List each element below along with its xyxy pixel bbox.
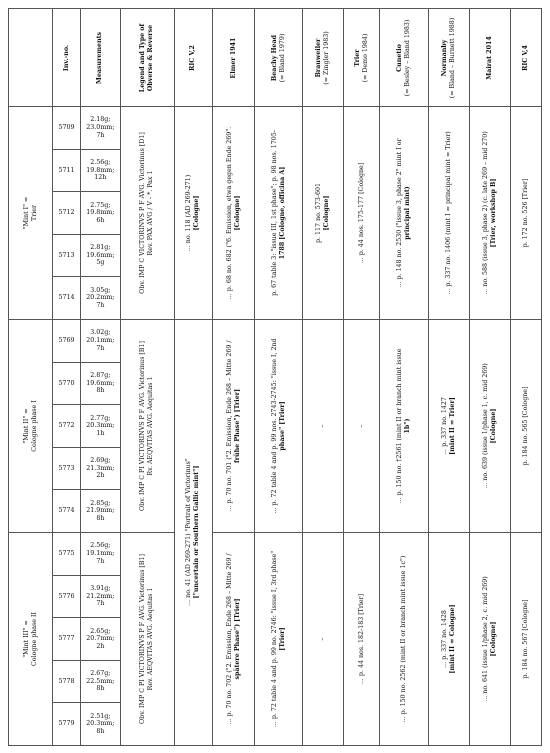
measurements — [80, 660, 120, 703]
measurements — [80, 703, 120, 746]
trier-ref — [344, 532, 380, 745]
ric-v4-ref-line-1: p. 184 no. 565 [Cologne] — [521, 386, 529, 466]
legend-type-line-1: Obv. IMP C VICTORINVS P F AVG. Victorinus [D1] — [139, 132, 147, 294]
header-ric4 — [510, 9, 541, 107]
elmer-ref-line-1: ... p. 70 no. 701 ("2. Emission, Ende 268 – Mitte 269 / — [225, 340, 233, 512]
header-elmer-line-1: Elmer 1941 — [229, 37, 237, 78]
mint-label-text — [23, 326, 39, 526]
legend-type-line-1: Obv. IMP C PI VICTORINVS P F AVG. Victorinus [B1] — [139, 553, 147, 724]
header-normanby-line-2: (= Bland – Burnett 1988) — [449, 17, 457, 98]
trier-ref — [344, 319, 380, 532]
measurements-text — [81, 457, 120, 480]
measurement-line: 2.87g; — [90, 372, 111, 380]
ric-v4-ref — [510, 107, 541, 320]
normanby-ref-line-2: [mint II = Cologne] — [449, 604, 457, 674]
header-mairat-text — [486, 12, 494, 104]
measurements-text — [81, 329, 120, 352]
normanby-ref-line-1: ... p. 337 no. 1427 — [441, 397, 449, 455]
mairat-ref — [470, 532, 510, 745]
measurements-text — [81, 159, 120, 182]
measurement-line: 19.8mm; — [86, 209, 115, 217]
inv-number — [53, 107, 80, 150]
legend-type-line-2: Rev. PAX AVG / V - *. Pax 1 — [147, 170, 155, 256]
elmer-ref-line-1: ... p. 70 no. 702 ("2. Emission, Ende 268 – Mitte 269 / — [225, 553, 233, 725]
table-row — [9, 319, 542, 362]
normanby-ref-line-2: [mint II = Trier] — [449, 397, 457, 455]
measurement-line: 2.65g; — [90, 627, 111, 635]
legend-type-text — [139, 323, 155, 528]
header-elmer-text — [230, 12, 238, 104]
measurement-line: 2.56g; — [90, 159, 111, 167]
cunetio-ref-text — [396, 110, 412, 315]
ric-v2-shared-line-1: ... no. 41 (AD 269-271) "Portrait of Victorinus" — [185, 458, 193, 607]
inv-number — [53, 618, 80, 661]
elmer-ref — [212, 532, 254, 745]
measurements-text — [81, 670, 120, 693]
measurements-text — [81, 116, 120, 139]
elmer-ref-line-2: frühe Phase") [Trier] — [233, 388, 241, 463]
measurement-line: 8h — [96, 685, 105, 693]
beachy-ref — [255, 319, 302, 532]
header-inv-line-1: Inv.-no. — [62, 44, 70, 71]
mairat-ref — [470, 107, 510, 320]
normanby-ref — [428, 532, 469, 745]
beachy-ref — [255, 532, 302, 745]
beachy-ref-line-1: p. 67 table 3: "issue III, 1st phase"; p. 98 nos. 1705- — [270, 130, 278, 296]
brauweiler-ref — [302, 107, 343, 320]
ric-v2 — [174, 107, 212, 320]
measurement-line: 5g — [96, 259, 105, 267]
cunetio-ref-line-1: ... p. 148 no. 2530 ("issue 3, phase 2" mint I or — [396, 138, 404, 288]
header-trier-text — [354, 12, 370, 104]
header-ric-text — [189, 12, 197, 104]
mint-label-line-2: Trier — [30, 205, 38, 221]
ric-v2-shared-line-2: ["uncertain or Southern Gallic mint"] — [193, 466, 201, 599]
cunetio-ref-line-1: ... p. 150 no. 2562 (mint II or branch mint issue 1c") — [400, 555, 408, 723]
coin-table-wrap — [8, 8, 542, 745]
legend-type — [121, 532, 175, 745]
measurement-line: 7h — [96, 557, 105, 565]
measurements-text — [81, 244, 120, 267]
mint-label-line-2: Cologne phase I — [30, 400, 38, 452]
inv-number — [53, 660, 80, 703]
measurement-line: 20.3mm; — [86, 422, 115, 430]
measurements — [80, 447, 120, 490]
mint-label-line-1: "Mint III" = — [22, 620, 30, 658]
header-mairat — [470, 9, 510, 107]
inv-number-text: 5778 — [58, 677, 75, 685]
ric-v4-ref-text — [522, 323, 530, 528]
inv-number-text: 5713 — [58, 251, 75, 259]
measurements-text — [81, 628, 120, 651]
measurements-text — [81, 415, 120, 438]
measurement-line: 19.1mm; — [86, 549, 115, 557]
measurement-line: 8h — [96, 727, 105, 735]
measurements — [80, 234, 120, 277]
elmer-ref-line-2: [Cologne] — [233, 195, 241, 231]
measurements-text — [81, 542, 120, 565]
inv-number-text: 5773 — [58, 464, 75, 472]
legend-type-text — [139, 110, 155, 315]
brauweiler-ref-line-1: – — [318, 637, 326, 641]
inv-number-text: 5714 — [58, 294, 75, 302]
measurement-line: 2.18g; — [90, 116, 111, 124]
mairat-ref-line-2: [Trier, workshop B] — [489, 178, 497, 248]
cunetio-ref-line-2: principal mint) — [404, 186, 412, 240]
elmer-ref-text — [226, 110, 242, 315]
inv-number — [53, 277, 80, 320]
inv-number-text: 5772 — [58, 422, 75, 430]
mint-label — [9, 532, 53, 745]
ric-v2-shared-text — [185, 382, 201, 682]
measurement-line: 2.81g; — [90, 244, 111, 252]
beachy-ref-line-1: ... p. 72 table 4 and p. 99 no. 2746: "issue I, 3rd phase" — [270, 550, 278, 728]
header-group — [9, 9, 53, 107]
header-ric4-text — [522, 12, 530, 104]
measurement-line: 8h — [96, 387, 105, 395]
measurements-text — [81, 713, 120, 736]
header-elmer — [212, 9, 254, 107]
mint-label-text — [23, 113, 39, 313]
ric-v2-line-2: [Cologne] — [193, 195, 201, 231]
mairat-ref-line-1: ... no. 588 (issue 3, phase 2) (c. late 269 – mid 270) — [482, 131, 490, 295]
trier-ref-text — [358, 536, 366, 741]
measurement-line: 3.05g; — [90, 286, 111, 294]
measurement-line: 19.6mm; — [86, 379, 115, 387]
header-ric-line-1: RIC V,2 — [189, 44, 197, 71]
measurement-line: 8h — [96, 514, 105, 522]
beachy-ref — [255, 107, 302, 320]
measurements — [80, 618, 120, 661]
measurements — [80, 490, 120, 533]
inv-number — [53, 405, 80, 448]
measurements-text — [81, 287, 120, 310]
mint-label-line-1: "Mint II" = — [22, 408, 30, 444]
mint-label — [9, 319, 53, 532]
beachy-ref-line-2: phase" [Trier] — [278, 401, 286, 451]
normanby-ref — [428, 107, 469, 320]
mairat-ref-text — [482, 323, 498, 528]
header-normanby-line-1: Normanby — [441, 39, 449, 76]
header-legend-text — [139, 12, 155, 104]
measurements-text — [81, 202, 120, 225]
inv-number-text: 5774 — [58, 507, 75, 515]
inv-number — [53, 192, 80, 235]
trier-ref-line-1: ... p. 44 nos. 175-177 [Cologne] — [357, 162, 365, 264]
measurement-line: 7h — [96, 301, 105, 309]
beachy-ref-text — [271, 536, 287, 741]
ric-v4-ref-text — [522, 110, 530, 315]
beachy-ref-text — [271, 110, 287, 315]
measurement-line: 6h — [96, 216, 105, 224]
measurements — [80, 192, 120, 235]
beachy-ref-line-2: 1788 [Cologne, officina A] — [278, 166, 286, 260]
header-brauweiler — [302, 9, 343, 107]
header-inv-text — [63, 12, 71, 104]
measurement-line: 23.0mm; — [86, 124, 115, 132]
header-cunetio-text — [396, 12, 412, 104]
header-measurements-text — [96, 12, 104, 104]
ric-v2-shared — [174, 319, 212, 745]
cunetio-ref-line-2: 1b") — [404, 418, 412, 434]
elmer-ref — [212, 107, 254, 320]
measurement-line: 2.69g; — [90, 457, 111, 465]
cunetio-ref-text — [396, 323, 412, 528]
header-beachy — [255, 9, 302, 107]
cunetio-ref-text — [400, 536, 408, 741]
ric-v4-ref — [510, 319, 541, 532]
trier-ref-text — [358, 323, 366, 528]
inv-number — [53, 490, 80, 533]
table-row — [9, 532, 542, 575]
measurements — [80, 277, 120, 320]
ric-v4-ref-line-1: p. 184 no. 567 [Cologne] — [521, 599, 529, 679]
brauweiler-ref-line-1: – — [318, 424, 326, 428]
measurement-line: 2.85g; — [90, 499, 111, 507]
mairat-ref-text — [482, 536, 498, 741]
brauweiler-ref-text — [319, 536, 327, 741]
brauweiler-ref-line-2: [Cologne] — [322, 195, 330, 231]
ric-v4-ref-text — [522, 536, 530, 741]
elmer-ref-text — [226, 536, 242, 741]
header-measurements — [80, 9, 120, 107]
measurement-line: 7h — [96, 600, 105, 608]
header-measurements-line-1: Measurements — [96, 31, 104, 84]
legend-type — [121, 319, 175, 532]
header-beachy-line-1: Beachy Head — [270, 34, 278, 81]
cunetio-ref — [380, 319, 428, 532]
measurement-line: 22.5mm; — [86, 677, 115, 685]
inv-number — [53, 447, 80, 490]
mairat-ref-line-1: ... no. 641 (issue 1/phase 2, c. mid 269) — [482, 576, 490, 702]
measurement-line: 1h — [96, 429, 105, 437]
mint-label-line-2: Cologne phase II — [30, 611, 38, 666]
measurement-line: 21.3mm; — [86, 464, 115, 472]
header-trier-line-1: Trier — [353, 48, 361, 67]
inv-number — [53, 703, 80, 746]
inv-number — [53, 234, 80, 277]
measurement-line: 7h — [96, 131, 105, 139]
brauweiler-ref-text — [315, 110, 331, 315]
measurements-text — [81, 372, 120, 395]
measurement-line: 12h — [94, 174, 107, 182]
mairat-ref — [470, 319, 510, 532]
header-cunetio-line-2: (= Besley – Bland 1983) — [404, 19, 412, 96]
measurements — [80, 405, 120, 448]
brauweiler-ref-text — [319, 323, 327, 528]
beachy-ref-line-1: ... p. 72 table 4 and p. 99 nos. 2743-2745: "issue I, 2nd — [270, 338, 278, 514]
measurement-line: 2.51g; — [90, 712, 111, 720]
measurement-line: 21.2mm; — [86, 592, 115, 600]
beachy-ref-text — [271, 323, 287, 528]
trier-ref — [344, 107, 380, 320]
measurement-line: 20.2mm; — [86, 294, 115, 302]
measurements — [80, 107, 120, 150]
measurements-text — [81, 585, 120, 608]
header-ric4-line-1: RIC V,4 — [521, 44, 529, 71]
mairat-ref-line-2: [Cologne] — [489, 408, 497, 444]
brauweiler-ref — [302, 532, 343, 745]
normanby-ref-line-1: ... p. 337 no. 1428 — [441, 610, 449, 668]
mint-label-line-1: "Mint I" = — [22, 196, 30, 230]
ric-v2-text — [185, 110, 201, 315]
trier-ref-text — [358, 110, 366, 315]
measurement-line: 7h — [96, 344, 105, 352]
header-legend — [121, 9, 175, 107]
header-trier-line-2: (= Demo 1984) — [361, 33, 369, 82]
header-normanby — [428, 9, 469, 107]
normanby-ref-line-1: ... p. 337 no. 1406 (mint I = principal mint = Trier) — [445, 131, 453, 295]
header-inv — [53, 9, 80, 107]
mairat-ref-line-2: [Cologne] — [489, 621, 497, 657]
measurements-text — [81, 500, 120, 523]
ric-v2-line-1: ... no. 118 (AD 269-271) — [185, 174, 193, 252]
inv-number-text: 5769 — [58, 336, 75, 344]
inv-number — [53, 319, 80, 362]
normanby-ref-text — [441, 323, 457, 528]
coin-table — [8, 8, 542, 746]
measurement-line: 19.6mm; — [86, 251, 115, 259]
mint-label-text — [23, 539, 39, 739]
measurement-line: 19.8mm; — [86, 166, 115, 174]
ric-v4-ref — [510, 532, 541, 745]
beachy-ref-line-2: [Trier] — [278, 627, 286, 651]
header-brauweiler-line-2: (= Zingler 1983) — [322, 30, 330, 85]
inv-number — [53, 575, 80, 618]
header-brauweiler-text — [315, 12, 331, 104]
header-trier — [344, 9, 380, 107]
inv-number-text: 5779 — [58, 720, 75, 728]
table-row — [9, 107, 542, 150]
measurement-line: 2.75g; — [90, 201, 111, 209]
cunetio-ref — [380, 532, 428, 745]
inv-number — [53, 532, 80, 575]
measurements — [80, 362, 120, 405]
inv-number-text: 5776 — [58, 592, 75, 600]
ric-v4-ref-line-1: p. 172 no. 526 [Trier] — [521, 178, 529, 248]
inv-number-text: 5777 — [58, 635, 75, 643]
inv-number-text: 5775 — [58, 549, 75, 557]
elmer-ref — [212, 319, 254, 532]
header-normanby-text — [441, 12, 457, 104]
measurement-line: 2.67g; — [90, 670, 111, 678]
measurement-line: 20.1mm; — [86, 336, 115, 344]
legend-type — [121, 107, 175, 320]
inv-number-text: 5709 — [58, 124, 75, 132]
legend-type-line-2: Rv. AEQVITAS AVG. Aequitas 1 — [147, 376, 155, 476]
header-beachy-line-2: (= Bland 1979) — [278, 33, 286, 82]
measurement-line: 2.77g; — [90, 414, 111, 422]
trier-ref-line-1: ... p. 44 nos. 182-183 [Trier] — [357, 593, 365, 685]
measurements — [80, 532, 120, 575]
measurement-line: 21.9mm; — [86, 507, 115, 515]
elmer-ref-line-2: spätere Phase") [Trier] — [233, 598, 241, 680]
brauweiler-ref — [302, 319, 343, 532]
header-cunetio — [380, 9, 428, 107]
trier-ref-line-1: – — [357, 424, 365, 428]
measurement-line: 3.02g; — [90, 329, 111, 337]
inv-number-text: 5770 — [58, 379, 75, 387]
header-brauweiler-line-1: Brauweiler — [315, 38, 323, 77]
inv-number — [53, 362, 80, 405]
normanby-ref-text — [445, 110, 453, 315]
inv-number-text: 5712 — [58, 209, 75, 217]
measurements — [80, 575, 120, 618]
legend-type-line-1: Obv. IMP C PI VICTORINVS P F AVG. Victorinus [B1] — [139, 340, 147, 511]
elmer-ref-line-1: ... p. 68 no. 682 ("6. Emission, etwa gegen Ende 269". — [225, 126, 233, 300]
brauweiler-ref-line-1: p. 117 no. 573-601 — [315, 183, 323, 243]
inv-number-text: 5711 — [58, 166, 75, 174]
header-cunetio-line-1: Cunetio — [396, 43, 404, 72]
measurement-line: 2.56g; — [90, 542, 111, 550]
header-row — [9, 9, 542, 107]
measurement-line: 20.7mm; — [86, 635, 115, 643]
measurements — [80, 319, 120, 362]
cunetio-ref — [380, 107, 428, 320]
header-mairat-line-1: Mairat 2014 — [486, 35, 494, 80]
header-ric — [174, 9, 212, 107]
mint-label — [9, 107, 53, 320]
elmer-ref-text — [226, 323, 242, 528]
mairat-ref-line-1: ... no. 639 (issue 1/phase 1, c. mid 269) — [482, 363, 490, 489]
measurement-line: 20.3mm; — [86, 720, 115, 728]
mairat-ref-text — [482, 110, 498, 315]
measurement-line: 3.91g; — [90, 585, 111, 592]
normanby-ref-text — [441, 536, 457, 741]
measurements — [80, 149, 120, 192]
cunetio-ref-line-1: ... p. 150 no. †2561 (mint II or branch mint issue — [396, 348, 404, 504]
header-beachy-text — [271, 12, 287, 104]
measurement-line: 2h — [96, 642, 105, 650]
measurement-line: 2h — [96, 472, 105, 480]
legend-type-text — [139, 536, 155, 741]
header-legend-line-1: Legend and Type of Obverse & Reverse — [139, 23, 155, 92]
normanby-ref — [428, 319, 469, 532]
inv-number — [53, 149, 80, 192]
legend-type-line-2: Rev. AEQVITAS AVG. Aequitas 1 — [147, 587, 155, 691]
